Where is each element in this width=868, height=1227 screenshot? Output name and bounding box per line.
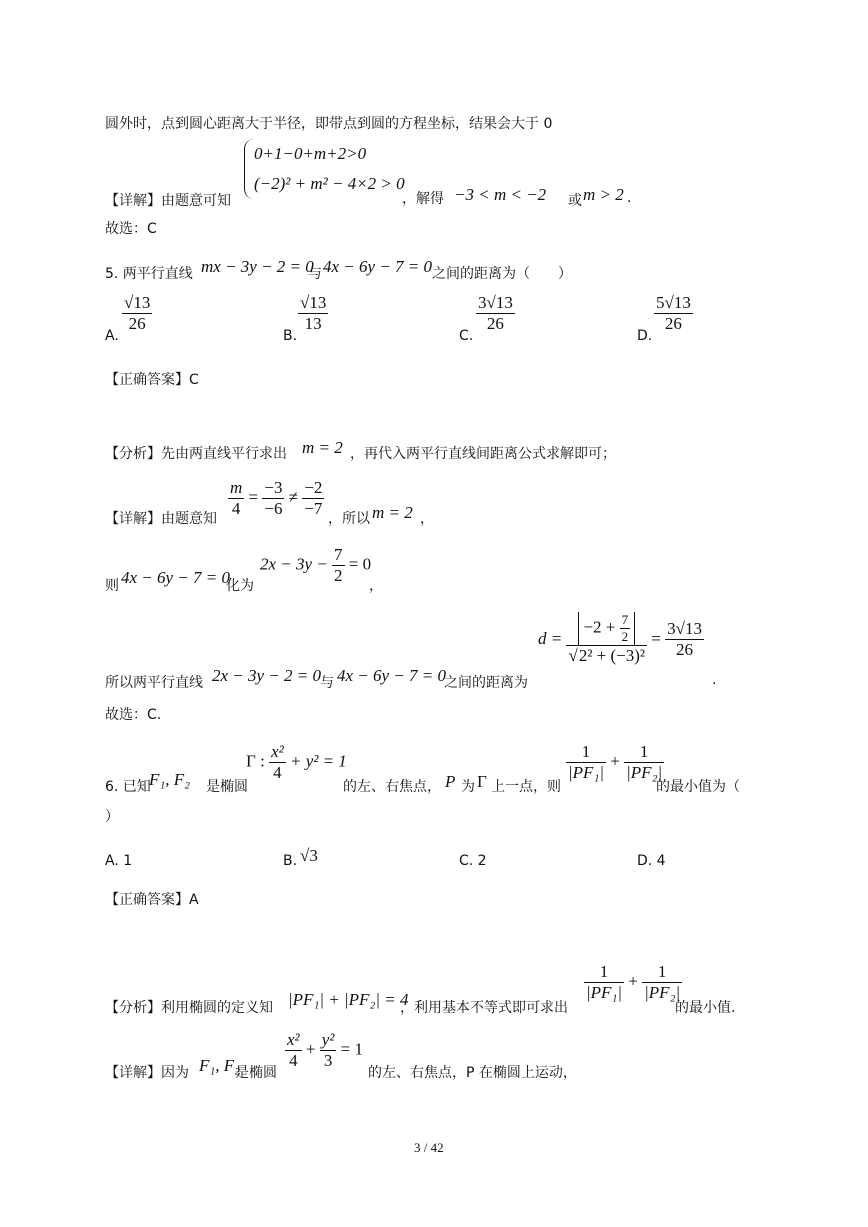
frac-num: −3 <box>264 478 283 497</box>
option-a: A. 1 <box>105 853 133 869</box>
frac-den: 4 <box>269 762 286 783</box>
math-part: 2² + (−3)² <box>578 646 646 665</box>
text: ，解得 <box>402 191 444 207</box>
math-part: d = <box>538 629 563 648</box>
math-part: + <box>628 971 638 991</box>
frac-num: 1 <box>599 962 609 981</box>
text: 的左、右焦点，P 在椭圆上运动， <box>368 1065 577 1081</box>
frac-num: x² <box>271 742 284 761</box>
math-result: m > 2 <box>583 185 624 204</box>
page-separator: / <box>423 1140 428 1155</box>
option-c-value <box>476 293 515 334</box>
question-prefix: 6. 已知 <box>105 779 151 795</box>
distance-formula: d = −2 + $\frac{7}{2}$ √2² + (−3)² = $\frac{3√13}{26}$ <box>538 612 702 665</box>
math-line: 4x − 6y − 7 = 0 <box>121 568 231 587</box>
math-inline: m = 2 <box>302 438 343 457</box>
analysis-text: 的最小值. <box>675 1000 736 1016</box>
frac-den: 26 <box>476 313 515 334</box>
text: 或 <box>568 193 582 209</box>
analysis-text: 【分析】先由两直线平行求出 <box>105 446 287 462</box>
detail-label: 【详解】由题意知 <box>105 511 217 527</box>
math-inline: P <box>445 772 456 791</box>
frac-num: √13 <box>124 293 151 312</box>
math-line: 2x − 3y − 2 = 0 <box>212 666 322 685</box>
system-row-1: 0+1−0+m+2>0 <box>254 144 367 163</box>
math-part: = 0 <box>348 554 372 574</box>
frac-den: 3 <box>320 1050 337 1071</box>
math-equation <box>260 545 371 586</box>
option-b-value: √3 <box>300 846 318 865</box>
frac-den: 13 <box>298 313 328 334</box>
math-line: 4x − 6y − 7 = 0 <box>337 666 447 685</box>
option-label-d: D. <box>637 328 653 344</box>
frac-num: 1 <box>639 742 649 761</box>
option-d-value <box>654 293 693 334</box>
text: 与 <box>308 266 322 282</box>
text: 是椭圆 <box>235 1065 277 1081</box>
frac-num: 7 <box>334 545 343 564</box>
frac-num: 3√13 <box>667 618 702 638</box>
text: ， <box>369 578 383 594</box>
option-d: D. 4 <box>637 853 666 869</box>
question-prefix: 5. 两平行直线 <box>105 266 193 282</box>
expression <box>566 742 664 783</box>
option-label-b: B. <box>283 328 298 344</box>
math-inline: F₁, F₂ <box>199 1056 241 1075</box>
fraction-chain: $\frac{m}{4}$ = $\frac{-3}{-6}$ ≠ $\frac{-2}{-7}$ <box>230 478 323 518</box>
frac-num: −2 <box>304 478 323 497</box>
ellipse-equation <box>246 742 347 783</box>
text: . <box>627 190 632 206</box>
page-number <box>414 1140 444 1156</box>
frac-num: 1 <box>581 742 591 761</box>
analysis-text: ，再代入两平行直线间距离公式求解即可； <box>350 446 616 462</box>
math-part: −2 + <box>583 617 616 637</box>
text: ） <box>105 809 119 825</box>
total-pages: 42 <box>430 1140 444 1155</box>
frac-den: 26 <box>654 313 693 334</box>
math-inline: m = 2 <box>372 503 413 522</box>
option-label-a: A. <box>105 328 119 344</box>
text: 化为 <box>226 578 254 594</box>
text: 所以两平行直线 <box>105 675 203 691</box>
text: 是椭圆 <box>206 779 248 795</box>
option-label-c: C. <box>459 328 474 344</box>
frac-den: −7 <box>304 499 323 518</box>
detail-label: 【详解】由题意可知 <box>105 193 231 209</box>
frac-den: |PF₁| <box>568 763 605 782</box>
current-page: 3 <box>414 1140 421 1155</box>
ellipse-equation: $\frac{\text{x²}}{4}$ + $\frac{\text{y²}}{3}$ = 1 <box>287 1030 363 1070</box>
math-part: Γ : <box>246 751 265 771</box>
math-part: 2x − 3y − <box>260 554 328 574</box>
text: 则 <box>105 578 119 594</box>
option-c: C. 2 <box>459 853 487 869</box>
frac-den: |PF₂| <box>626 763 663 782</box>
frac-den: −6 <box>264 499 283 518</box>
frac-den: 26 <box>122 313 152 334</box>
math-part: + y² = 1 <box>289 751 347 771</box>
correct-answer: 【正确答案】C <box>105 372 199 388</box>
text: ，所以 <box>328 511 370 527</box>
math-part: = 1 <box>340 1039 363 1059</box>
analysis-text: 【分析】利用椭圆的定义知 <box>105 1000 273 1016</box>
frac-den: 26 <box>665 639 704 660</box>
option-a-value <box>122 293 152 334</box>
frac-den: 4 <box>228 498 244 519</box>
text: 与 <box>320 675 334 691</box>
math-line: mx − 3y − 2 = 0 <box>201 257 314 276</box>
frac-num: 3√13 <box>478 293 513 312</box>
text: . <box>712 672 717 688</box>
frac-num: y² <box>321 1030 335 1049</box>
frac-den: |PF₂| <box>644 983 681 1002</box>
frac-num: √13 <box>300 293 327 312</box>
math-part: + <box>610 751 620 771</box>
answer: 故选：C. <box>105 707 162 723</box>
math-inline: |PF₁| + |PF₂| = 4 <box>288 990 409 1009</box>
analysis-text: ，利用基本不等式即可求出 <box>400 1000 568 1016</box>
option-label-b: B. <box>283 853 298 869</box>
frac-num: x² <box>287 1030 300 1049</box>
math-inline: F₁, F₂ <box>149 770 191 789</box>
math-inline: Γ <box>477 772 487 791</box>
detail-label: 【详解】因为 <box>105 1065 189 1081</box>
system-row-2: (−2)² + m² − 4×2 > 0 <box>254 174 405 193</box>
correct-answer: 【正确答案】A <box>105 892 199 908</box>
frac-num: 1 <box>657 962 667 981</box>
frac-den: 2 <box>621 629 629 644</box>
text: 之间的距离为 <box>444 675 528 691</box>
text-line: 圆外时，点到圆心距离大于半径，即带点到圆的方程坐标，结果会大于 0 <box>105 116 553 132</box>
frac-den: 2 <box>334 566 343 585</box>
answer: 故选：C <box>105 221 157 237</box>
text: 为 <box>461 779 475 795</box>
frac-den: |PF₁| <box>586 983 623 1002</box>
text: ， <box>420 511 434 527</box>
text: 上一点，则 <box>491 779 561 795</box>
frac-den: 4 <box>285 1050 302 1071</box>
option-b-value <box>298 293 328 334</box>
expression <box>584 962 682 1003</box>
math-result: −3 < m < −2 <box>454 185 547 204</box>
text: 的最小值为（ <box>656 779 740 795</box>
text: 的左、右焦点， <box>343 779 441 795</box>
text: 之间的距离为（ ） <box>432 266 572 282</box>
math-line: 4x − 6y − 7 = 0 <box>323 257 433 276</box>
frac-num: 5√13 <box>656 293 691 312</box>
frac-num: 7 <box>621 612 629 627</box>
frac-num: m <box>230 478 243 497</box>
